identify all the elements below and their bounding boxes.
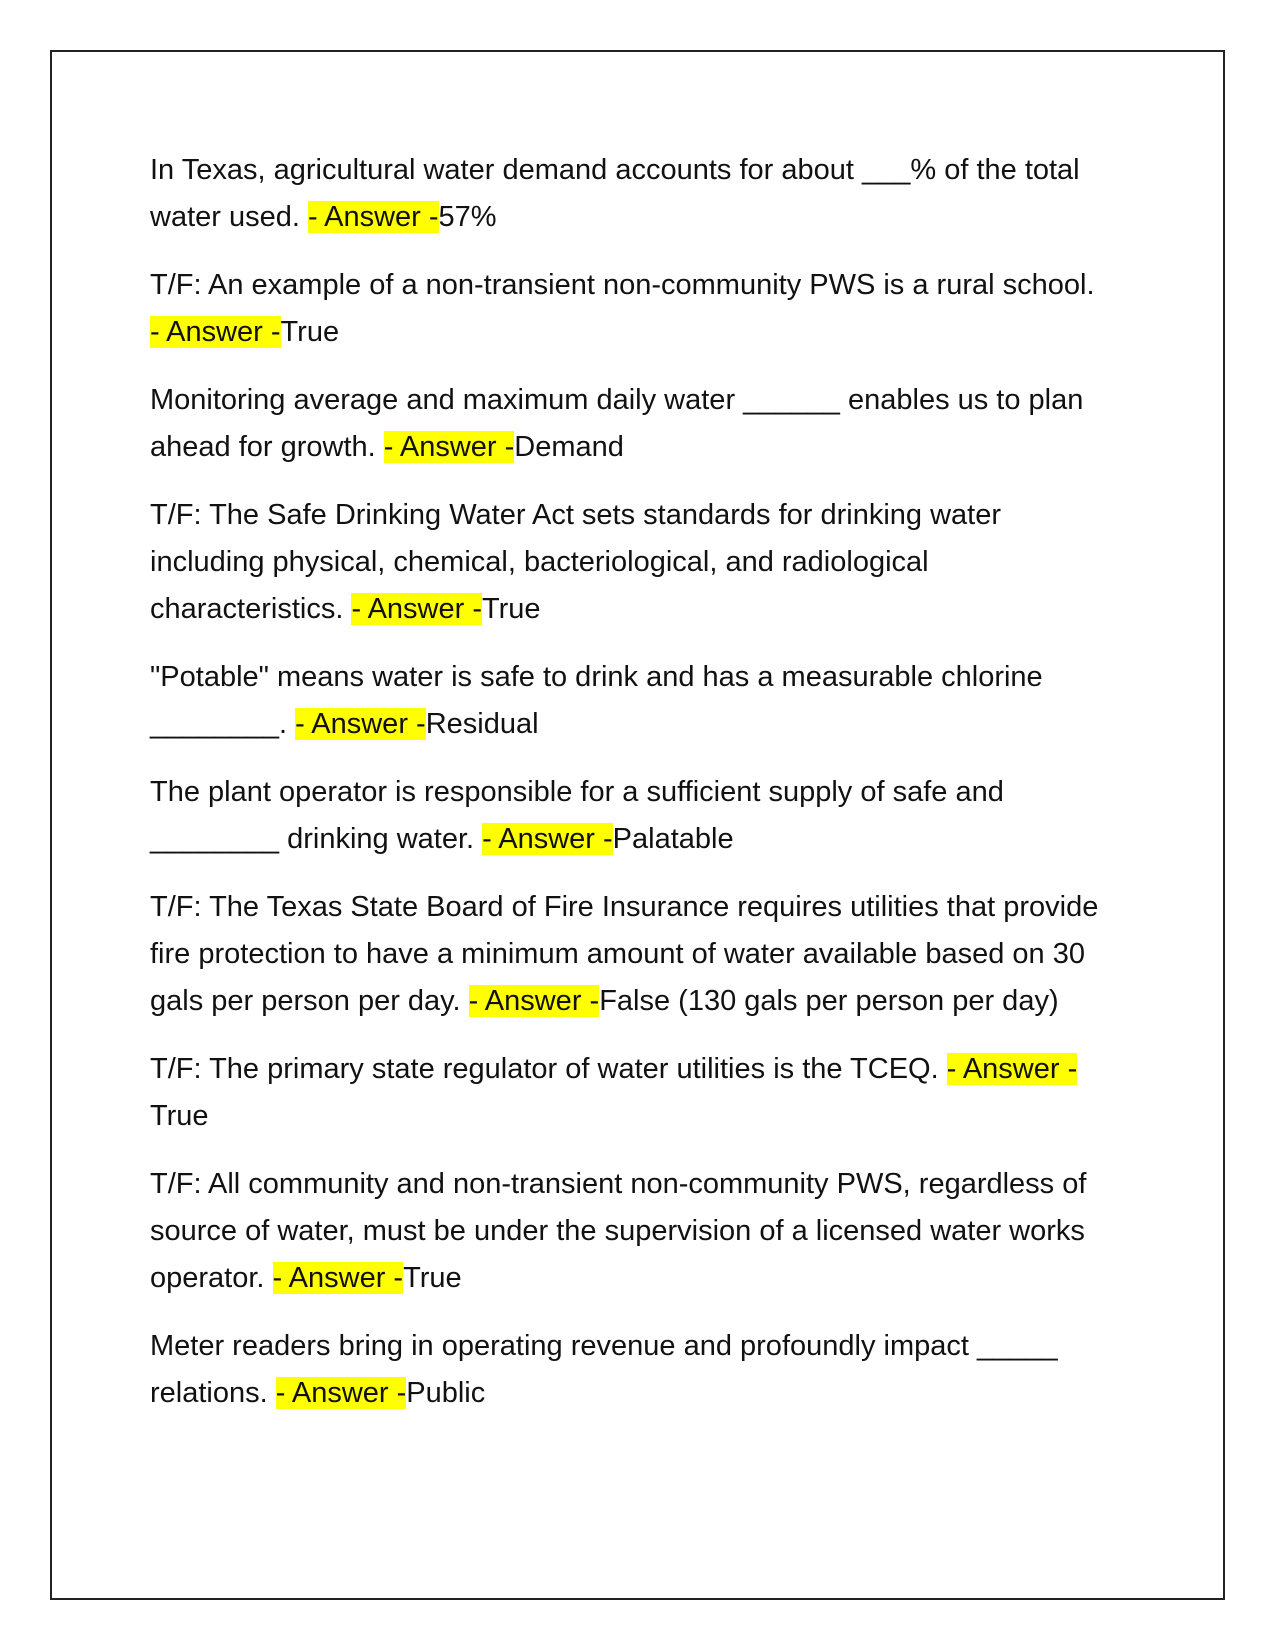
qa-item xyxy=(150,884,1110,1025)
question-text: In Texas, agricultural water demand accounts for about ___% of the total water used. xyxy=(150,154,1080,233)
question-text: Meter readers bring in operating revenue and profoundly impact _____ relations. xyxy=(150,1330,1058,1409)
qa-item xyxy=(150,1323,1110,1417)
qa-item xyxy=(150,769,1110,863)
qa-item xyxy=(150,377,1110,471)
question-text: T/F: The Texas State Board of Fire Insurance requires utilities that provide fire protection to have a minimum amount of water available based on 30 gals per person per day. xyxy=(150,891,1099,1017)
question-text: T/F: An example of a non-transient non-community PWS is a rural school. xyxy=(150,269,1095,301)
question-text: T/F: The primary state regulator of water utilities is the TCEQ. xyxy=(150,1053,939,1085)
answer-text: True xyxy=(481,593,541,625)
answer-marker: - Answer - xyxy=(468,985,600,1017)
question-text: T/F: All community and non-transient non-community PWS, regardless of source of water, must be under the supervision of a licensed water works operator. xyxy=(150,1168,1087,1294)
question-text: The plant operator is responsible for a sufficient supply of safe and ________ drinking water. xyxy=(150,776,1004,855)
answer-marker: - Answer - xyxy=(351,593,482,625)
answer-marker: - Answer - xyxy=(482,823,613,855)
qa-item xyxy=(150,262,1110,356)
qa-item xyxy=(150,492,1110,633)
question-text: T/F: The Safe Drinking Water Act sets standards for drinking water including physical, chemical, bacteriological, and radiological characteristics. xyxy=(150,499,1002,625)
question-text: Monitoring average and maximum daily water ______ enables us to plan ahead for growth. xyxy=(150,384,1084,463)
answer-text: Demand xyxy=(514,431,624,463)
qa-item xyxy=(150,1046,1110,1140)
answer-marker: - Answer - xyxy=(383,431,515,463)
qa-item xyxy=(150,1161,1110,1302)
answer-text: 57% xyxy=(438,201,497,233)
answer-text: Residual xyxy=(425,708,539,740)
qa-item xyxy=(150,147,1110,241)
answer-marker: - Answer - xyxy=(275,1377,407,1409)
qa-item xyxy=(150,654,1110,748)
answer-marker: - Answer - xyxy=(946,1053,1078,1085)
answer-text: False (130 gals per person per day) xyxy=(599,985,1059,1017)
answer-marker: - Answer - xyxy=(307,201,439,233)
answer-marker: - Answer - xyxy=(150,316,281,348)
answer-text: Public xyxy=(406,1377,486,1409)
qa-list xyxy=(150,147,1110,1438)
answer-marker: - Answer - xyxy=(272,1262,404,1294)
answer-text: True xyxy=(403,1262,462,1294)
answer-text: True xyxy=(280,316,340,348)
answer-text: Palatable xyxy=(612,823,734,855)
answer-marker: - Answer - xyxy=(295,708,426,740)
answer-text: True xyxy=(150,1100,209,1132)
question-text: "Potable" means water is safe to drink and has a measurable chlorine ________. xyxy=(150,661,1043,740)
